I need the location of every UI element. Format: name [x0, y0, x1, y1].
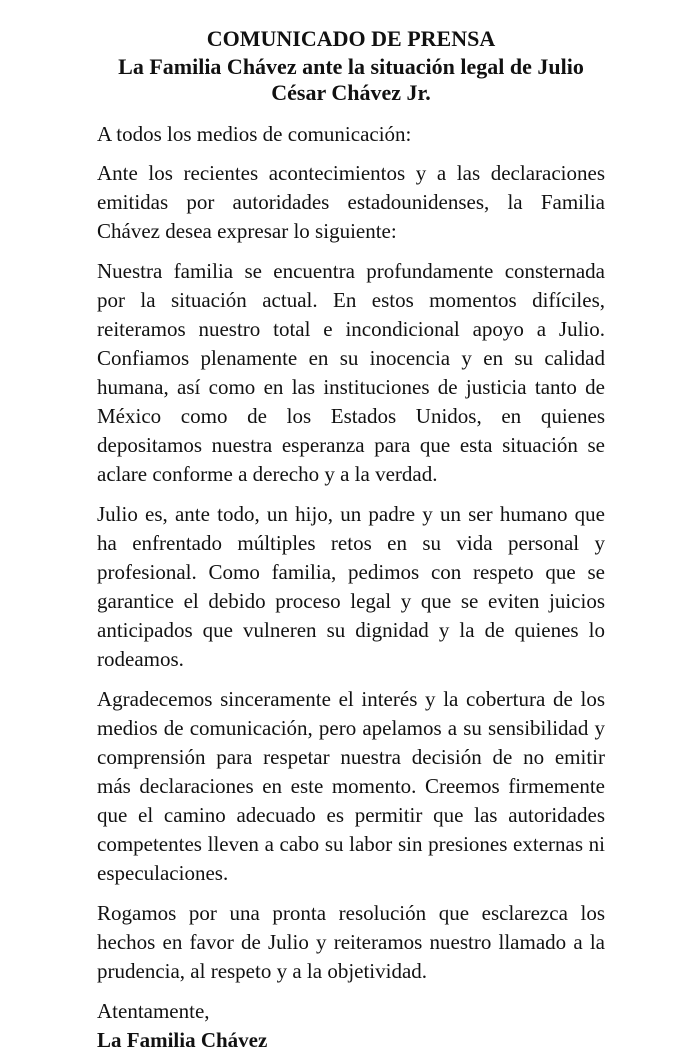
document-title: COMUNICADO DE PRENSA — [206, 26, 496, 51]
paragraph-media-request: Agradecemos sinceramente el interés y la cobertura de los medios de comunicación, pero apelamos a su sensibilidad y comprensión para respetar nuestra decisión de no emitir más declaraciones en este momento. Creemos firmemente que el camino adecuado es permitir que las autoridades competentes lleven a cabo su labor sin presiones externas ni especulaciones. — [97, 687, 605, 885]
document-subtitle: La Familia Chávez ante la situación legal de Julio César Chávez Jr. — [118, 54, 584, 105]
paragraph-intro: Ante los recientes acontecimientos y a las declaraciones emitidas por autoridades estadounidenses, la Familia Chávez desea expresar lo siguiente: — [97, 161, 605, 243]
salutation-line: A todos los medios de comunicación: — [97, 122, 412, 146]
closing-line: Atentamente, — [97, 999, 210, 1023]
signature-line: La Familia Chávez — [97, 1028, 268, 1052]
paragraph-support: Nuestra familia se encuentra profundamente consternada por la situación actual. En estos momentos difíciles, reiteramos nuestro total e incondicional apoyo a Julio. Confiamos plenamente en su inocencia y en su calidad humana, así como en las instituciones de justicia tanto de México como de los Estados Unidos, en quienes depositamos nuestra esperanza para que esta situación se aclare conforme a derecho y a la verdad. — [97, 259, 605, 486]
document-header — [97, 26, 605, 106]
paragraph-resolution: Rogamos por una pronta resolución que esclarezca los hechos en favor de Julio y reiteramos nuestro llamado a la prudencia, al respeto y a la objetividad. — [97, 901, 605, 983]
paragraph-due-process: Julio es, ante todo, un hijo, un padre y un ser humano que ha enfrentado múltiples retos en su vida personal y profesional. Como familia, pedimos con respeto que se garantice el debido proceso legal y que se eviten juicios anticipados que vulneren su dignidad y la de quienes lo rodeamos. — [97, 502, 605, 671]
